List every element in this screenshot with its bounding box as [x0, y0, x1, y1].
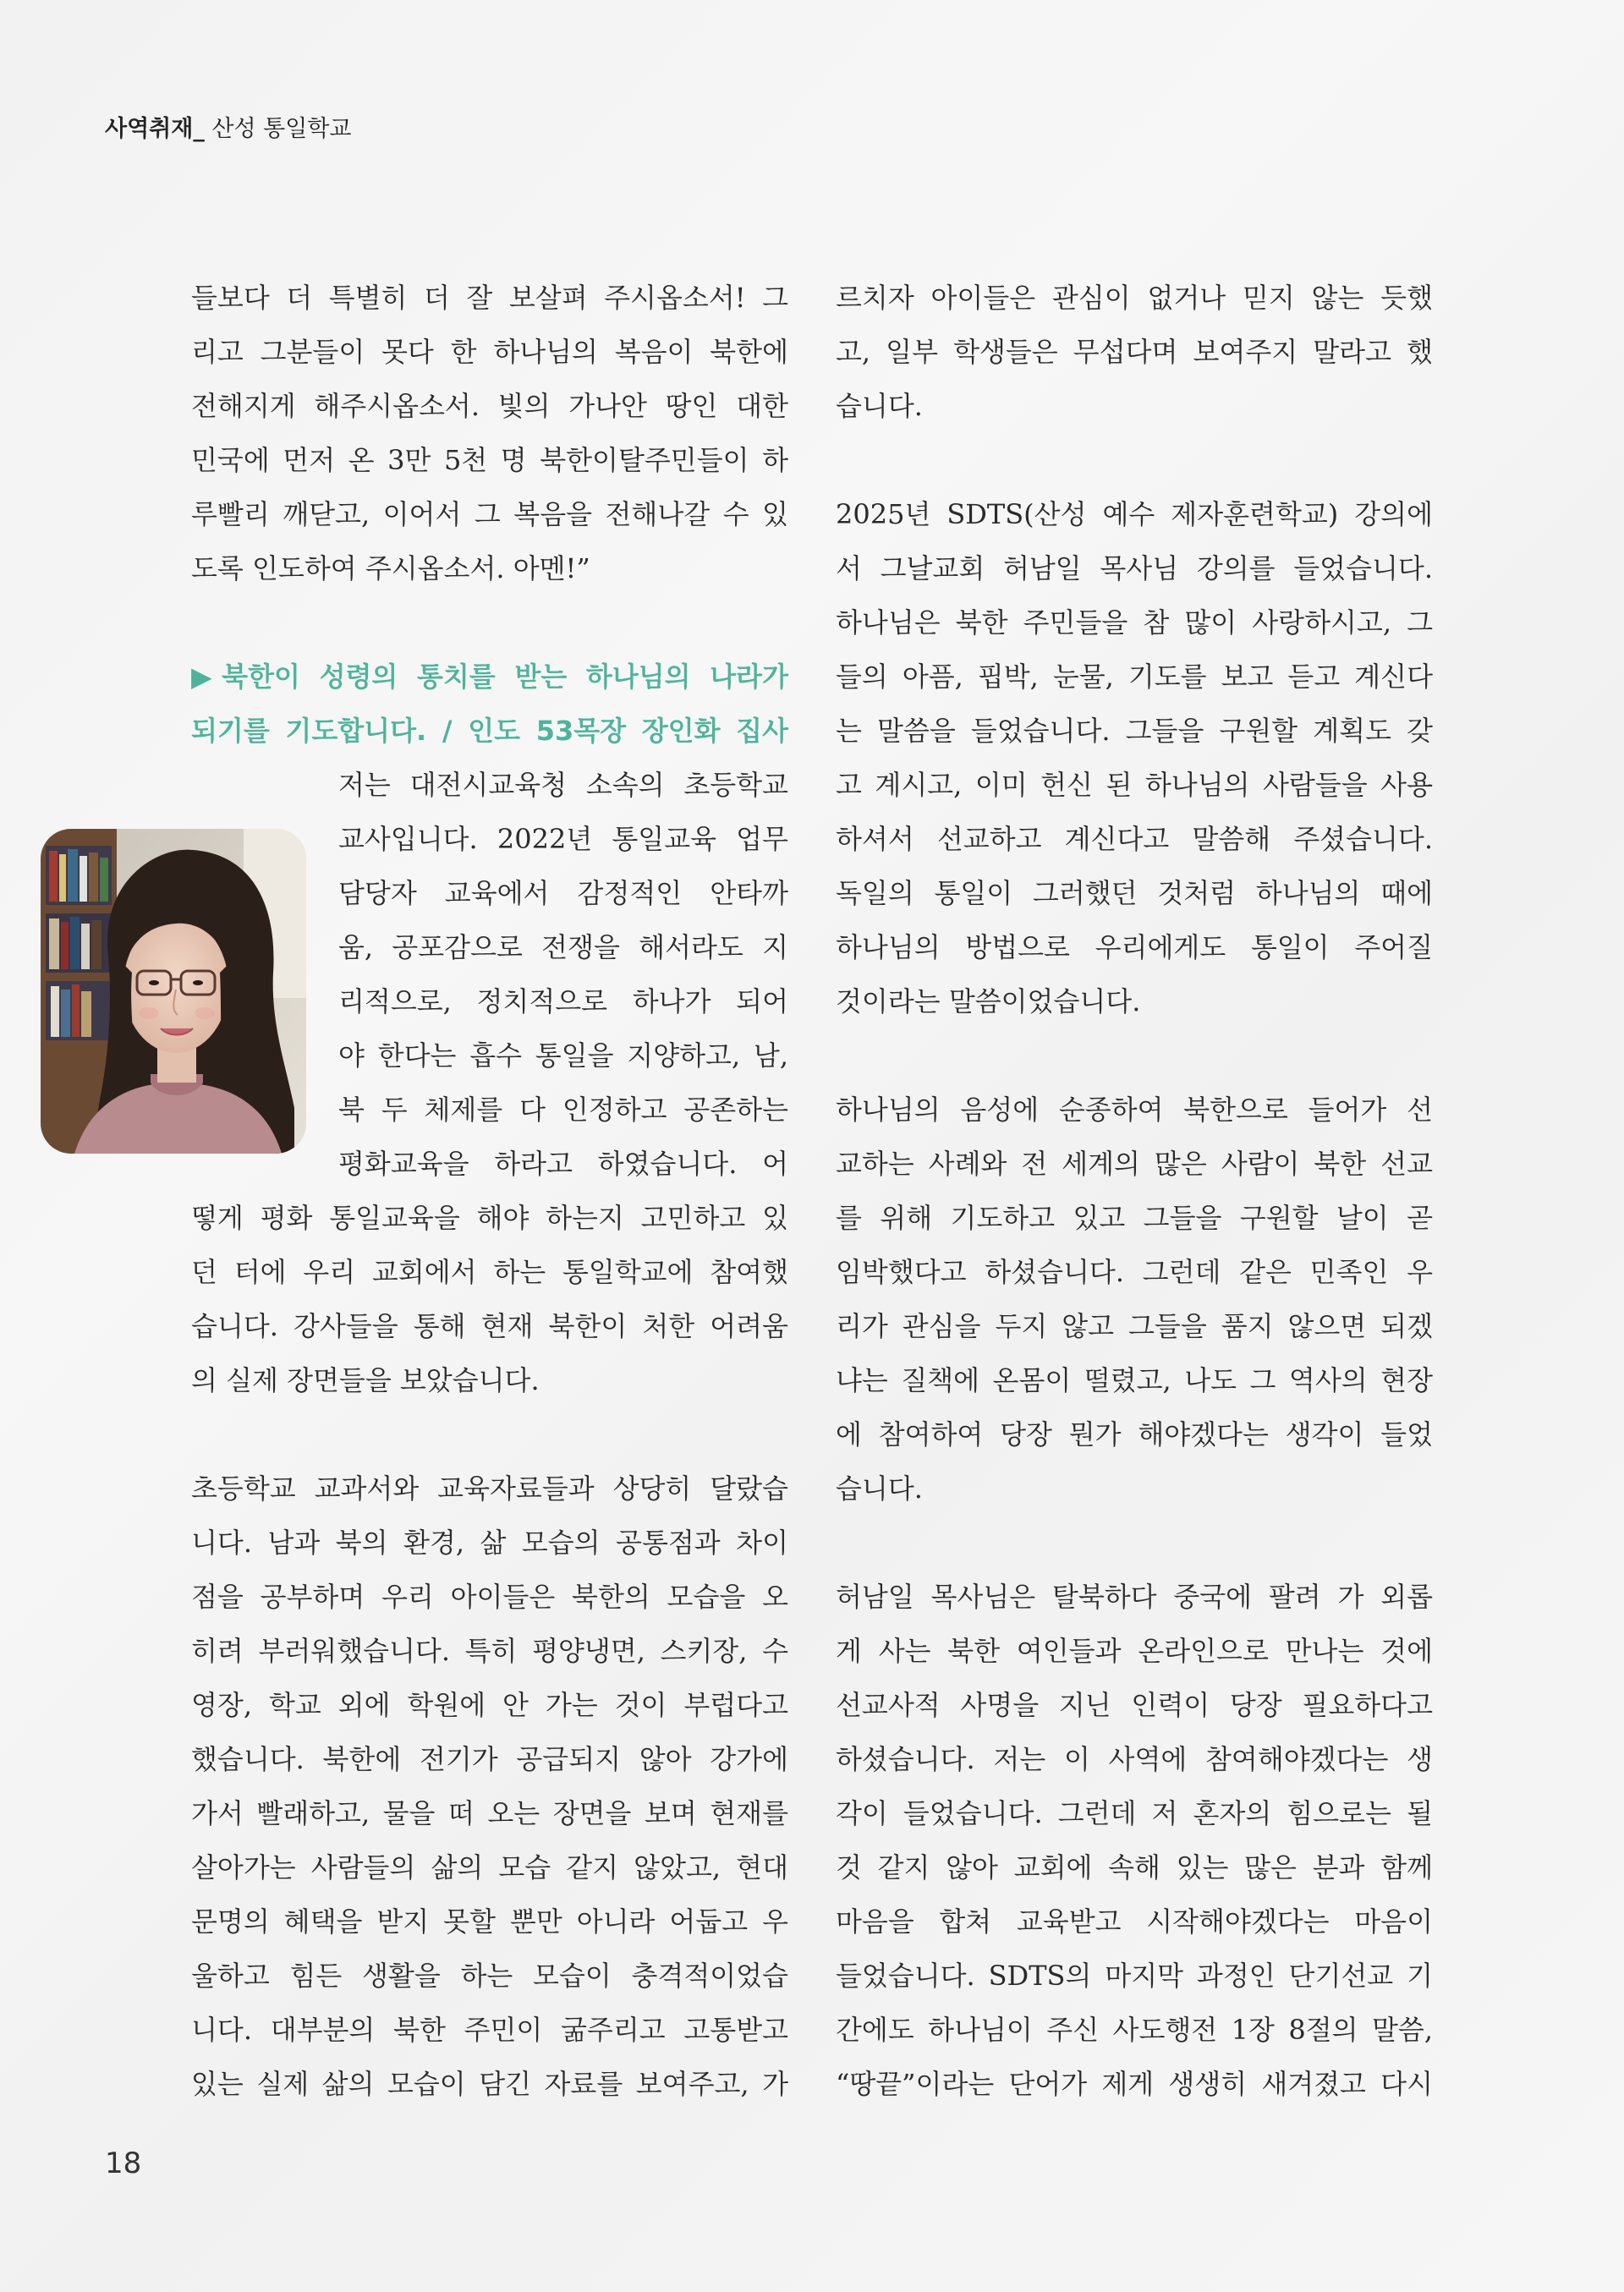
heading-line: 되기를 기도합니다. / 인도 53목장 장인화 집사 — [191, 715, 788, 747]
text-line: 습니다. — [836, 1472, 923, 1505]
left-paragraph-3 — [191, 1461, 788, 2111]
text-line: 의 실제 장면들을 보았습니다. — [191, 1364, 540, 1396]
paragraph-gap — [836, 433, 1433, 487]
text-line: 것 같지 않아 교회에 속해 있는 많은 분과 함께 — [836, 1851, 1433, 1883]
text-line: 북 두 체제를 다 인정하고 공존하는 — [338, 1094, 788, 1126]
text-line: 담당자 교육에서 감정적인 안타까 — [338, 877, 788, 909]
text-line: 독일의 통일이 그러했던 것처럼 하나님의 때에 — [836, 877, 1433, 909]
text-line: 에 참여하여 당장 뭔가 해야겠다는 생각이 들었 — [836, 1418, 1433, 1450]
text-line: 하셨습니다. 저는 이 사역에 참여해야겠다는 생 — [836, 1743, 1433, 1775]
text-line: 고 계시고, 이미 헌신 된 하나님의 사람들을 사용 — [836, 769, 1433, 801]
right-paragraph-1 — [836, 271, 1433, 433]
text-line: 니다. 대부분의 북한 주민이 굶주리고 고통받고 — [191, 2014, 788, 2046]
text-line: 게 사는 북한 여인들과 온라인으로 만나는 것에 — [836, 1635, 1433, 1667]
text-line: 냐는 질책에 온몸이 떨렸고, 나도 그 역사의 현장 — [836, 1364, 1433, 1396]
paragraph-gap — [836, 1516, 1433, 1570]
text-line: 움, 공포감으로 전쟁을 해서라도 지 — [338, 931, 788, 963]
text-line: 울하고 힘든 생활을 하는 모습이 충격적이었습 — [191, 1960, 788, 1992]
text-line: 살아가는 사람들의 삶의 모습 같지 않았고, 현대 — [191, 1851, 788, 1883]
text-line: 하셔서 선교하고 계신다고 말씀해 주셨습니다. — [836, 823, 1433, 855]
text-line: 리고 그분들이 못다 한 하나님의 복음이 북한에 — [191, 336, 788, 368]
text-line: 영장, 학교 외에 학원에 안 가는 것이 부럽다고 — [191, 1689, 788, 1721]
text-line: 것이라는 말씀이었습니다. — [836, 985, 1141, 1017]
text-line: 루빨리 깨닫고, 이어서 그 복음을 전해나갈 수 있 — [191, 498, 788, 530]
text-line: 가서 빨래하고, 물을 떠 오는 장면을 보며 현재를 — [191, 1797, 788, 1829]
text-line: 있는 실제 삶의 모습이 담긴 자료를 보여주고, 가 — [191, 2068, 788, 2100]
right-paragraph-2 — [836, 487, 1433, 1028]
paragraph-gap — [191, 595, 788, 650]
text-line: 습니다. 강사들을 통해 현재 북한이 처한 어려움 — [191, 1310, 788, 1342]
text-line: 하나님의 방법으로 우리에게도 통일이 주어질 — [836, 931, 1433, 963]
text-line: 임박했다고 하셨습니다. 그런데 같은 민족인 우 — [836, 1256, 1433, 1288]
text-line: 야 한다는 흡수 통일을 지양하고, 남, — [338, 1039, 788, 1072]
right-paragraph-3 — [836, 1083, 1433, 1516]
text-line: 리적으로, 정치적으로 하나가 되어 — [338, 985, 788, 1017]
text-line: 문명의 혜택을 받지 못할 뿐만 아니라 어둡고 우 — [191, 1905, 788, 1938]
text-line: 르치자 아이들은 관심이 없거나 믿지 않는 듯했 — [836, 282, 1433, 314]
right-paragraph-4 — [836, 1570, 1433, 2111]
text-line: 간에도 하나님이 주신 사도행전 1장 8절의 말씀, — [836, 2014, 1433, 2046]
text-line: 떻게 평화 통일교육을 해야 하는지 고민하고 있 — [191, 1202, 788, 1234]
text-line: 저는 대전시교육청 소속의 초등학교 — [338, 769, 788, 801]
text-line: “땅끝”이라는 단어가 제게 생생히 새겨졌고 다시 — [836, 2068, 1433, 2100]
header-title: 산성 통일학교 — [204, 116, 352, 142]
left-paragraph-2 — [191, 758, 788, 1407]
text-line: 마음을 합쳐 교육받고 시작해야겠다는 마음이 — [836, 1905, 1433, 1938]
page-header — [105, 110, 352, 143]
text-line: 평화교육을 하라고 하였습니다. 어 — [338, 1148, 788, 1180]
left-column — [191, 271, 788, 2111]
text-line: 는 말씀을 들었습니다. 그들을 구원할 계획도 갖 — [836, 715, 1433, 747]
text-line: 서 그날교회 허남일 목사님 강의를 들었습니다. — [836, 552, 1433, 584]
text-line: 전해지게 해주시옵소서. 빛의 가나안 땅인 대한 — [191, 390, 788, 422]
section-heading — [191, 650, 788, 758]
text-line: 선교사적 사명을 지닌 인력이 당장 필요하다고 — [836, 1689, 1433, 1721]
header-section: 사역취재 — [105, 116, 194, 142]
paragraph-gap — [836, 1028, 1433, 1083]
text-line: 들보다 더 특별히 더 잘 보살펴 주시옵소서! 그 — [191, 282, 788, 314]
paragraph-gap — [191, 1407, 788, 1461]
text-line: 도록 인도하여 주시옵소서. 아멘!” — [191, 552, 590, 584]
text-line: 를 위해 기도하고 있고 그들을 구원할 날이 곧 — [836, 1202, 1433, 1234]
text-line: 니다. 남과 북의 환경, 삶 모습의 공통점과 차이 — [191, 1527, 788, 1559]
text-line: 허남일 목사님은 탈북하다 중국에 팔려 가 외롭 — [836, 1581, 1433, 1613]
left-paragraph-1 — [191, 271, 788, 595]
text-line: 2025년 SDTS(산성 예수 제자훈련학교) 강의에 — [836, 498, 1433, 530]
text-line: 점을 공부하며 우리 아이들은 북한의 모습을 오 — [191, 1581, 788, 1613]
page-number: 18 — [105, 2147, 142, 2180]
text-line: 각이 들었습니다. 그런데 저 혼자의 힘으로는 될 — [836, 1797, 1433, 1829]
text-line: 리가 관심을 두지 않고 그들을 품지 않으면 되겠 — [836, 1310, 1433, 1342]
heading-line: ▶북한이 성령의 통치를 받는 하나님의 나라가 — [191, 661, 788, 693]
text-line: 교하는 사례와 전 세계의 많은 사람이 북한 선교 — [836, 1148, 1433, 1180]
text-line: 하나님은 북한 주민들을 참 많이 사랑하시고, 그 — [836, 606, 1433, 639]
text-line: 민국에 먼저 온 3만 5천 명 북한이탈주민들이 하 — [191, 444, 788, 476]
text-line: 교사입니다. 2022년 통일교육 업무 — [338, 823, 788, 855]
text-line: 들었습니다. SDTS의 마지막 과정인 단기선교 기 — [836, 1960, 1433, 1992]
text-line: 들의 아픔, 핍박, 눈물, 기도를 보고 듣고 계신다 — [836, 661, 1433, 693]
text-line: 히려 부러워했습니다. 특히 평양냉면, 스키장, 수 — [191, 1635, 788, 1667]
text-line: 고, 일부 학생들은 무섭다며 보여주지 말라고 했 — [836, 336, 1433, 368]
text-line: 습니다. — [836, 390, 923, 422]
text-line: 했습니다. 북한에 전기가 공급되지 않아 강가에 — [191, 1743, 788, 1775]
text-line: 초등학교 교과서와 교육자료들과 상당히 달랐습 — [191, 1472, 788, 1505]
right-column — [836, 271, 1433, 2111]
text-line: 하나님의 음성에 순종하여 북한으로 들어가 선 — [836, 1094, 1433, 1126]
header-separator: _ — [193, 116, 205, 142]
text-line: 던 터에 우리 교회에서 하는 통일학교에 참여했 — [191, 1256, 788, 1288]
